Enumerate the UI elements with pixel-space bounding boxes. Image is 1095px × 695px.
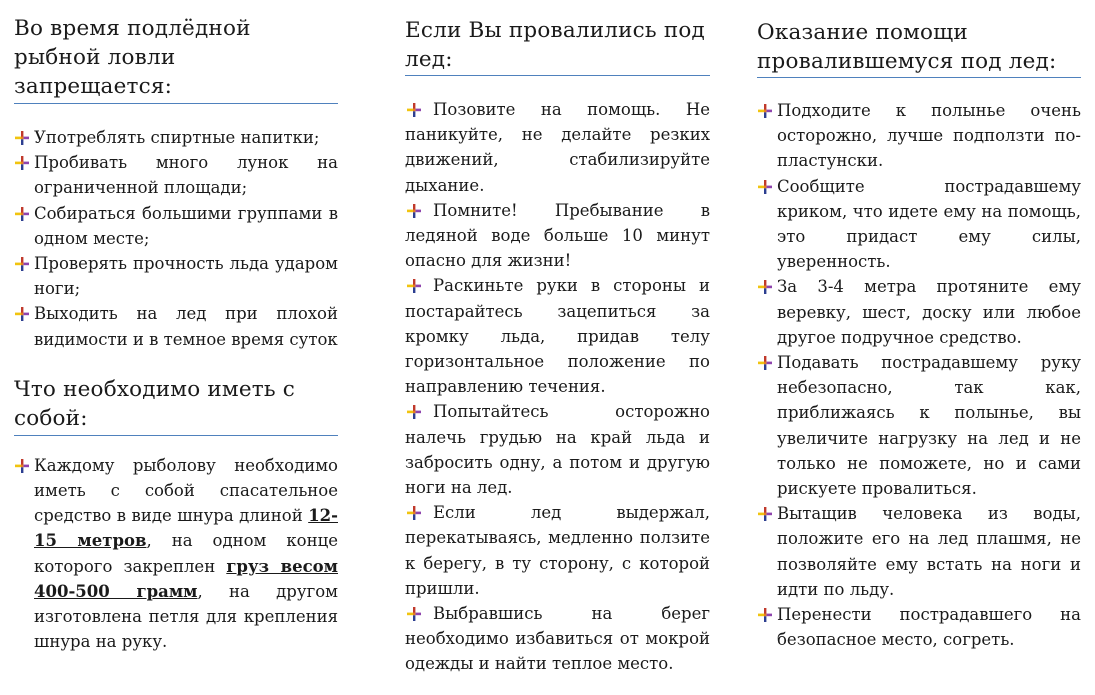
rope-length: 12-15 метров (34, 506, 338, 551)
star-bullet-icon (407, 506, 421, 520)
star-bullet-icon (758, 280, 772, 294)
list-item: Употреблять спиртные напитки; (14, 125, 338, 150)
star-bullet-icon (407, 103, 421, 117)
column-prohibitions (14, 0, 338, 654)
list-item: Перенести пострадавшего на безопасное место, согреть. (757, 602, 1081, 652)
list-item: Проверять прочность льда ударом ноги; (14, 251, 338, 301)
heading-prohibited: Во время подлёдной рыбной ловли запрещается: (14, 0, 338, 104)
star-bullet-icon (15, 459, 29, 473)
heading-what-to-carry: Что необходимо иметь с собой: (14, 375, 338, 436)
equipment-list (14, 453, 338, 655)
list-item: Выходить на лед при плохой видимости и в темное время суток (14, 301, 338, 351)
column-helping-victim (757, 0, 1081, 652)
star-bullet-icon (758, 356, 772, 370)
list-item: Попытайтесь осторожно налечь грудью на край льда и забросить одну, а потом и другую ноги на лед. (405, 402, 710, 498)
weight-spec: груз весом 400-500 грамм (34, 556, 338, 601)
star-bullet-icon (15, 257, 29, 271)
list-item: Если лед выдержал, перекатываясь, медленно ползите к берегу, в ту сторону, с которой пришли. (405, 503, 710, 598)
list-item: Помните! Пребывание в ледяной воде больше 10 минут опасно для жизни! (405, 200, 710, 271)
star-bullet-icon (407, 279, 421, 293)
self-rescue-list (405, 97, 710, 677)
star-bullet-icon (15, 131, 29, 145)
column-if-fallen-through (405, 0, 710, 677)
star-bullet-icon (407, 204, 421, 218)
list-item: Подходите к полынье очень осторожно, лучше подползти по-пластунски. (757, 98, 1081, 174)
star-bullet-icon (15, 307, 29, 321)
help-list (757, 98, 1081, 652)
heading-helping: Оказание помощи провалившемуся под лед: (757, 0, 1081, 78)
star-bullet-icon (407, 405, 421, 419)
list-item: Выбравшись на берег необходимо избавиться от мокрой одежды и найти теплое место. (405, 604, 710, 674)
star-bullet-icon (15, 207, 29, 221)
list-item: Каждому рыболову необходимо иметь с собой спасательное средство в виде шнура длиной 12-15 метров, на одном конце которого закреплен груз весом 400-500 грамм, на другом изготовлена петля для крепления шнура на руку. (14, 453, 338, 655)
star-bullet-icon (15, 156, 29, 170)
list-item: Подавать пострадавшему руку небезопасно, так как, приближаясь к полынье, вы увеличите нагрузку на лед и не только не поможете, но и сами рискуете провалиться. (757, 350, 1081, 501)
list-item: Сообщите пострадавшему криком, что идете ему на помощь, это придаст ему силы, уверенность. (757, 174, 1081, 275)
star-bullet-icon (758, 104, 772, 118)
star-bullet-icon (758, 608, 772, 622)
list-item: Собираться большими группами в одном месте; (14, 201, 338, 251)
list-item: За 3-4 метра протяните ему веревку, шест, доску или любое другое подручное средство. (757, 274, 1081, 350)
list-item: Позовите на помощь. Не паникуйте, не делайте резких движений, стабилизируйте дыхание. (405, 100, 710, 195)
list-item: Вытащив человека из воды, положите его на лед плашмя, не позволяйте ему встать на ноги и идти по льду. (757, 501, 1081, 602)
list-item: Раскиньте руки в стороны и постарайтесь зацепиться за кромку льда, придав телу горизонтальное положение по направлению течения. (405, 276, 710, 397)
prohibited-list (14, 125, 338, 352)
star-bullet-icon (407, 607, 421, 621)
list-item: Пробивать много лунок на ограниченной площади; (14, 150, 338, 200)
star-bullet-icon (758, 507, 772, 521)
star-bullet-icon (758, 180, 772, 194)
heading-fallen-through: Если Вы провалились под лед: (405, 0, 710, 76)
